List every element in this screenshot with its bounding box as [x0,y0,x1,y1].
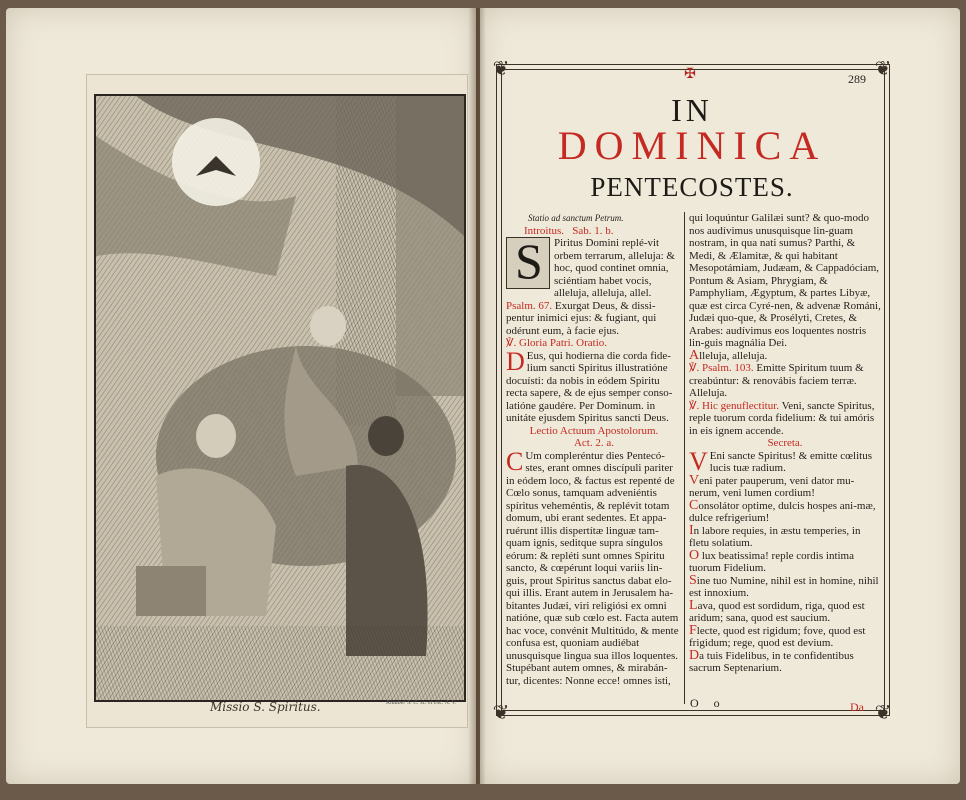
hymn-line: O lux beatissima! reple cordis intima tuorum Fidelium. [689,547,855,574]
hymn-line: Veni pater pauperum, veni dator mu-nerum, veni lumen cordium! [689,472,855,499]
book-gutter [468,8,486,784]
engraving-illustration [96,96,464,700]
lectio-text: Um compleréntur dies Pentecó-stes, erant omnes discípuli pariter in eódem loco, & factus est repenté de Cœlo sonus, tamquam adveniéntis spíritus veheméntis, & replévit totam domum, ubi erant sedentes. Et appa-ruérunt illis dispertítæ linguæ tam-quam ignis, seditque supra síngulos eórum: & repléti sunt omnes Spiritu sancto, & cœpérunt loqui variis lin-guis, prout Spiritus sanctus dabat elo-qui illis. Erant autem in Jerusalem ha-bitantes Judæi, viri religiósi ex omni natióne, quæ sub cœlo est. Facta autem hac voce, convénit Multitúdo, & mente confusa est, quoniam audiébat unusquisque lingua sua illos loquentes. Stupébant autem omnes, & mirabán-tur, dicentes: Nonne ecce! omnes isti, [506,449,679,687]
versicle-psalm [689,362,881,400]
introitus-heading [524,225,682,238]
hymn-line: Flecte, quod est rigidum; fove, quod est frigidum; rege, quod est devium. [689,622,866,649]
right-text-column [689,212,881,675]
statio-line: Statio ad sanctum Petrum. [528,213,624,223]
title-in: IN [671,92,713,128]
alleluja-initial: A [689,347,700,363]
psalm-line [506,300,682,338]
veni-initial: V [689,446,708,476]
psalm-text: Exurgat Deus, & dissi-pentur inimici ejus: & fugiant, qui odérunt eum, à facie ejus. [506,299,657,337]
genuflect-text: Veni, sancte Spiritus, reple tuorum corda fidelium: & tui amóris in eis ignem accende. [689,399,875,437]
oratio-initial: D [506,346,525,376]
column-divider [684,212,685,704]
psalm-ref: Psalm. 67. [506,299,553,312]
sequence-heading: Secreta. [767,437,803,449]
oratio-paragraph [506,346,682,425]
oratio-label: Oratio. [576,337,608,349]
veni-paragraph [689,446,881,476]
alleluja-line [689,347,881,363]
catchword: Da [850,700,864,714]
title-dominica: DOMINICA [557,123,827,168]
hymn-line: Lava, quod est sordidum, riga, quod est aridum; sana, quod est saucium. [689,597,865,624]
continuation-text: qui loquúntur Galilæi sunt? & quo-modo nos audívimus unusquisque lin-guam nostram, in qua nati sumus? Parthi, & Medi, & Ælamitæ, & qui habitant Mesopotámiam, Judæam, & Cappadóciam, Pontum & Asiam, Phrygiam, & Pamphyliam, Ægyptum, & partes Libyæ, quæ est circa Cyré-nen, & advenæ Románi, Judæi quo-que, & Prosélyti, Cretes, & Arabes: audívimus eos loquentes nostris lin-guis magnália Dei. [689,212,881,349]
left-text-column [506,212,682,687]
oratio-text: Eus, qui hodierna die corda fide-lium sancti Spiritus illustratióne docuísti: da nobis in eódem Spiritu recta sapere, & de ejus semper conso-latióne gaudére. Per Dominum. in unitáte ejusdem Spiritus sancti Deus. [506,349,673,424]
signature-mark: O o [690,696,726,710]
versicle-psalm-ref: ℣. Psalm. 103. [689,362,754,374]
lectio-initial: C [506,446,524,476]
genuflect-line [689,400,881,438]
hymn-line: Consolátor optime, dulcis hospes ani-mæ, dulce refrigerium! [689,497,876,524]
gloria-line [506,337,682,350]
lectio-heading: Lectio Actuum Apostolorum. [529,424,659,437]
caption-title: Missio S. Spiritus. [210,700,321,714]
decorated-initial: S [506,237,550,289]
introitus-paragraph [506,237,682,300]
hymn-line: Sine tuo Numine, nihil est in homine, nihil est innoxium. [689,572,879,599]
pentecost-engraving [94,94,466,702]
title-pentecostes: PENTECOSTES. [590,172,794,202]
page-number: 289 [848,72,866,86]
cross-ornament-icon: ✠ [684,67,696,82]
act-ref: Act. 2. a. [573,437,614,449]
veni-text: Eni sancte Spiritus! & emitte cœlitus lucis tuæ radium. [709,449,873,474]
hymn-line: In labore requies, in æstu temperies, in fletu solatium. [689,522,861,549]
introitus-ref: Sab. 1. b. [572,224,614,237]
lectio-paragraph [506,446,682,688]
hymn-line: Da tuis Fidelibus, in te confidentibus sacrum Septenarium. [689,647,854,674]
corner-ornament-icon: ❦ [874,58,892,80]
hymn-stanzas [689,472,881,675]
corner-ornament-icon: ❦ [874,702,892,724]
corner-ornament-icon: ❦ [492,58,510,80]
genuflect-label: ℣. Hic genuflectitur. [689,399,779,412]
gloria-text: ℣. Gloria Patri. [506,337,574,349]
introitus-label: Introitus. [524,224,565,237]
alleluja-text: lleluja, alleluja. [699,349,768,362]
engraver-credit: Klauber S. C. sc. et exc. A. V. [386,700,456,706]
introitus-text: Piritus Domini replé-vit orbem terrarum, alleluja: & hoc, quod continet omnia, sciéntiam habet vocis, alleluja, alleluja, allel. [554,237,675,299]
versicle-psalm-text: Emitte Spiritum tuum & creabúntur: & renovábis faciem terræ. Alleluja. [689,362,864,399]
corner-ornament-icon: ❦ [492,702,510,724]
